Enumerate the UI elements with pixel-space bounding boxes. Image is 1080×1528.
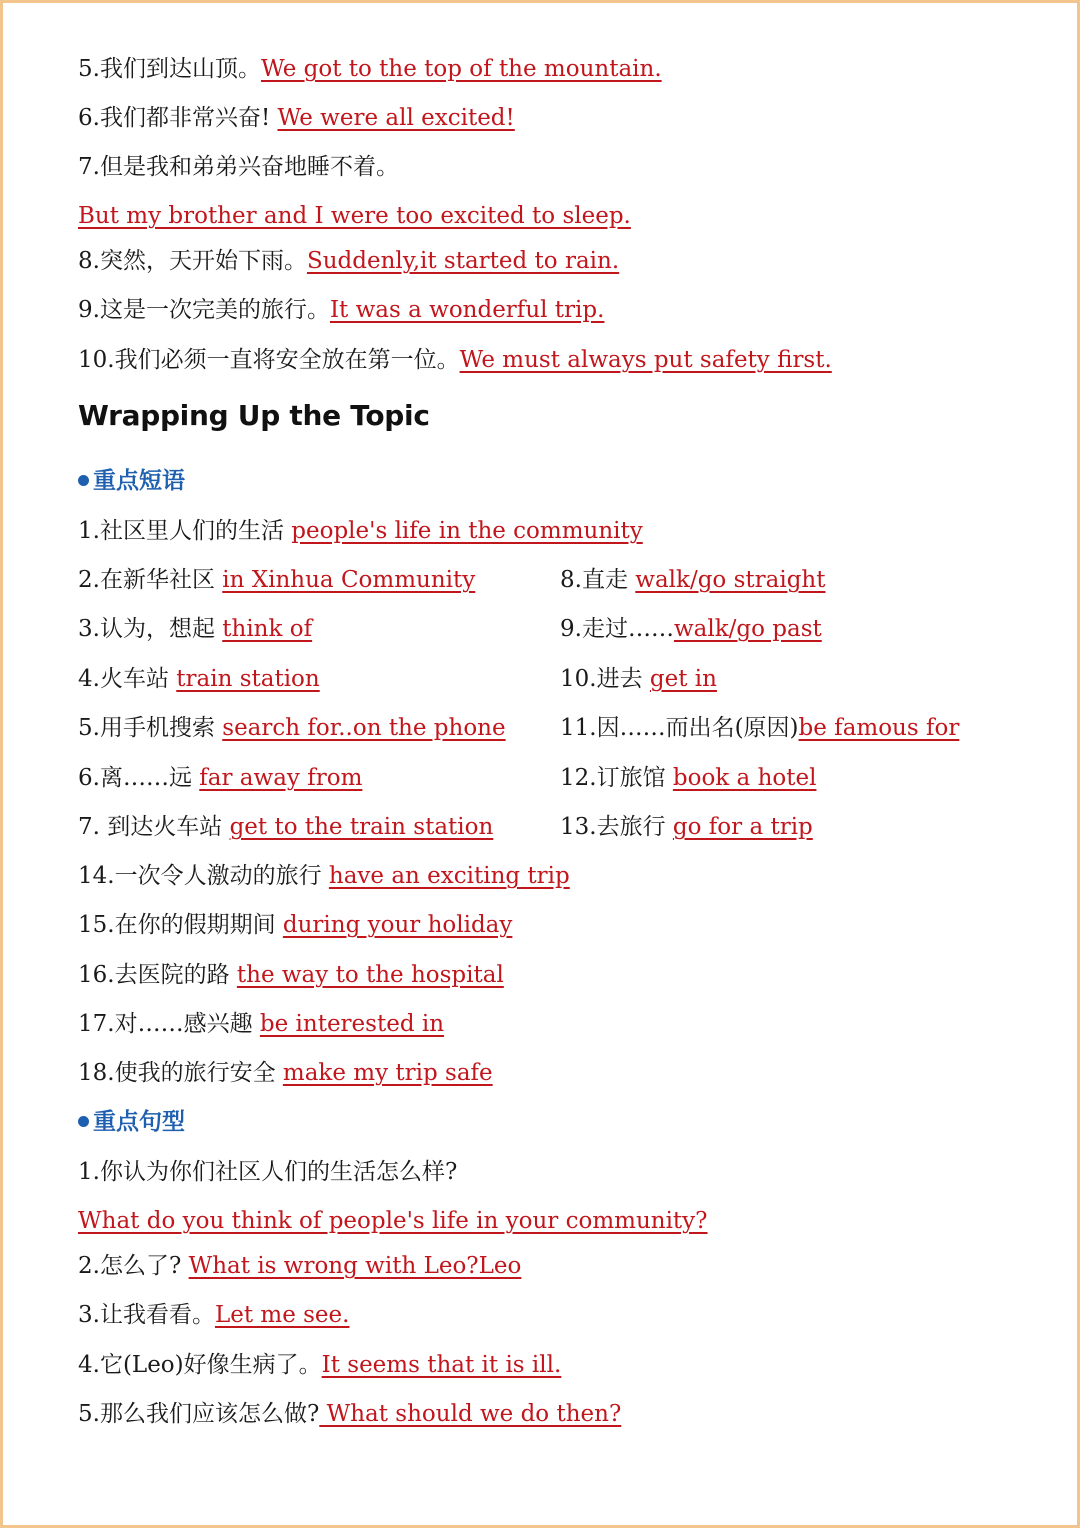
answer-text: What should we do then? (319, 1401, 622, 1427)
answer-text: people's life in the community (291, 518, 643, 544)
bullet-icon (78, 1116, 89, 1127)
sentence-line: 5.我们到达山顶。We got to the top of the mountain. (78, 56, 662, 82)
answer-text: get to the train station (229, 814, 494, 840)
answer-text: think of (222, 616, 313, 642)
answer-text: We were all excited! (277, 105, 515, 131)
answer-text: What is wrong with Leo?Leo (188, 1253, 522, 1279)
answer-text: walk/go straight (635, 567, 826, 593)
phrase-item: 12.订旅馆 book a hotel (560, 765, 817, 791)
phrase-item: 1.社区里人们的生活 people's life in the community (78, 518, 643, 544)
phrase-item: 6.离……远 far away from (78, 765, 363, 791)
answer-text: What do you think of people's life in your community? (78, 1208, 708, 1234)
sentence-line: 9.这是一次完美的旅行。It was a wonderful trip. (78, 297, 605, 323)
answer-text: Suddenly,it started to rain. (306, 248, 620, 274)
sentence-item: 1.你认为你们社区人们的生活怎么样? (78, 1159, 458, 1185)
sentence-item: 4.它(Leo)好像生病了。It seems that it is ill. (78, 1352, 562, 1378)
answer-text: far away from (199, 765, 363, 791)
sentence-line: 6.我们都非常兴奋! We were all excited! (78, 105, 515, 131)
answer-text: book a hotel (672, 765, 817, 791)
answer-text: Let me see. (214, 1302, 350, 1328)
phrase-item: 18.使我的旅行安全 make my trip safe (78, 1060, 493, 1086)
sentence-line: 8.突然，天开始下雨。Suddenly,it started to rain. (78, 248, 620, 274)
phrase-item: 11.因……而出名(原因)be famous for (560, 715, 960, 741)
phrase-item: 9.走过……walk/go past (560, 616, 822, 642)
answer-text: be interested in (259, 1011, 445, 1037)
answer-text: in Xinhua Community (222, 567, 476, 593)
phrase-item: 15.在你的假期期间 during your holiday (78, 912, 513, 938)
answer-text: It seems that it is ill. (321, 1352, 562, 1378)
sentence-item: 2.怎么了? What is wrong with Leo?Leo (78, 1253, 522, 1279)
answer-text: make my trip safe (282, 1060, 493, 1086)
answer-text: be famous for (798, 715, 960, 741)
answer-text: We got to the top of the mountain. (260, 56, 662, 82)
answer-text: We must always put safety first. (459, 347, 832, 373)
answer-text: go for a trip (672, 814, 813, 840)
phrase-item: 4.火车站 train station (78, 666, 320, 692)
sentence-line (78, 201, 631, 231)
phrase-item: 8.直走 walk/go straight (560, 567, 826, 593)
sentence-item (78, 1206, 708, 1236)
page-heading: Wrapping Up the Topic (78, 399, 430, 432)
phrase-item: 10.进去 get in (560, 666, 717, 692)
answer-text: It was a wonderful trip. (329, 297, 605, 323)
phrase-item: 13.去旅行 go for a trip (560, 814, 813, 840)
answer-text: walk/go past (673, 616, 822, 642)
sentence-item: 5.那么我们应该怎么做? What should we do then? (78, 1401, 622, 1427)
phrase-item: 17.对……感兴趣 be interested in (78, 1011, 445, 1037)
answer-text: during your holiday (282, 912, 513, 938)
answer-text: search for..on the phone (222, 715, 506, 741)
phrase-item: 5.用手机搜索 search for..on the phone (78, 715, 506, 741)
bullet-icon (78, 475, 89, 486)
phrase-item: 2.在新华社区 in Xinhua Community (78, 567, 476, 593)
phrase-item: 16.去医院的路 the way to the hospital (78, 962, 504, 988)
phrase-item: 7. 到达火车站 get to the train station (78, 814, 494, 840)
answer-text: have an exciting trip (328, 863, 570, 889)
answer-text: the way to the hospital (236, 962, 504, 988)
sentence-line: 10.我们必须一直将安全放在第一位。We must always put safety first. (78, 347, 832, 373)
section-title-sentences: 重点句型 (78, 1107, 185, 1137)
phrase-item: 3.认为，想起 think of (78, 616, 313, 642)
answer-text: train station (176, 666, 320, 692)
sentence-line: 7.但是我和弟弟兴奋地睡不着。 (78, 154, 399, 180)
answer-text: But my brother and I were too excited to sleep. (78, 203, 631, 229)
section-title-phrases: 重点短语 (78, 466, 185, 496)
answer-text: get in (649, 666, 717, 692)
sentence-item: 3.让我看看。Let me see. (78, 1302, 350, 1328)
phrase-item: 14.一次令人激动的旅行 have an exciting trip (78, 863, 570, 889)
